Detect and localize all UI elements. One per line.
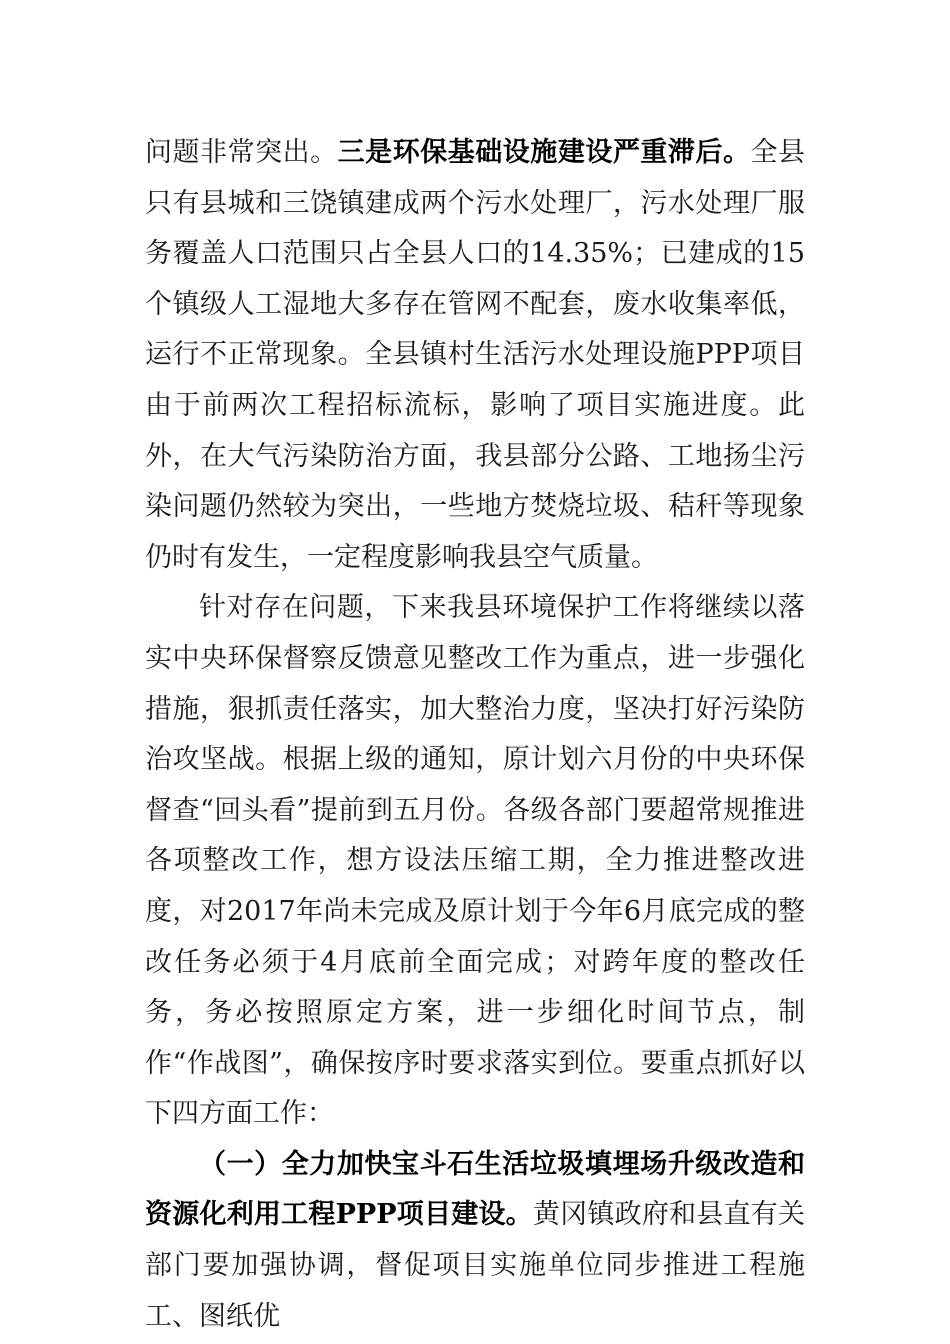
text-run: 全县只有县城和三饶镇建成两个污水处理厂，污水处理厂服务覆盖人口范围只占全县人口的14.35%；已建成的15个镇级人工湿地大多存在管网不配套，废水收集率低，运行不正常现象。全县镇村生活污水处理设施PPP项目由于前两次工程招标流标，影响了项目实施进度。此外，在大气污染防治方面，我县部分公路、工地扬尘污染问题仍然较为突出，一些地方焚烧垃圾、秸秆等现象仍时有发生，一定程度影响我县空气质量。: [145, 137, 806, 573]
text-run: 黄冈镇政府和县直有关部门要加强协调，督促项目实施单位同步推进工程施工、图纸优: [145, 1199, 805, 1332]
paragraph-measures: [145, 583, 805, 1140]
heading-item-one: （一）全力加快宝斗石生活垃圾填埋场升级改造和资源化利用工程PPP项目建设。: [145, 1148, 805, 1231]
text-run: 问题非常突出。: [145, 137, 338, 168]
heading-infrastructure-lagging: 三是环保基础设施建设严重滞后。: [337, 137, 751, 168]
paragraph-problems: [145, 128, 805, 583]
paragraph-item-one: [145, 1140, 805, 1342]
body-text: [145, 128, 805, 1342]
text-run: 针对存在问题，下来我县环境保护工作将继续以落实中央环保督察反馈意见整改工作为重点，进一步强化措施，狠抓责任落实，加大整治力度，坚决打好污染防治攻坚战。根据上级的通知，原计划六月份的中央环保督查“回头看”提前到五月份。各级各部门要超常规推进各项整改工作，想方设法压缩工期，全力推进整改进度，对2017年尚未完成及原计划于今年6月底完成的整改任务必须于4月底前全面完成；对跨年度的整改任务，务必按照原定方案，进一步细化时间节点，制作“作战图”，确保按序时要求落实到位。要重点抓好以下四方面工作：: [145, 592, 805, 1130]
